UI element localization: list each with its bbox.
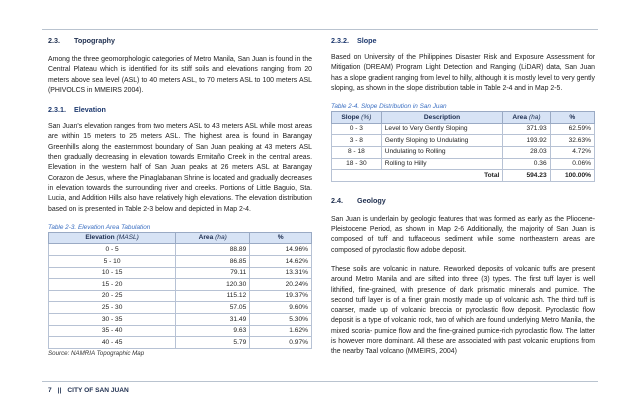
- area-value: 86.85: [176, 256, 250, 268]
- percent-value: 0.97%: [250, 337, 312, 349]
- table-row: [49, 256, 312, 268]
- elevation-range: 25 - 30: [49, 302, 176, 314]
- table-header-row: [332, 112, 595, 124]
- percent-value: 62.59%: [550, 123, 594, 135]
- table-caption-elevation: Table 2-3. Elevation Area Tabulation: [48, 223, 151, 231]
- area-value: 28.03: [503, 146, 550, 158]
- total-percent: 100.00%: [550, 170, 594, 182]
- total-area: 594.23: [503, 170, 550, 182]
- area-value: 57.05: [176, 302, 250, 314]
- section-heading-slope: [331, 36, 595, 45]
- table-row: [49, 290, 312, 302]
- table-row: [332, 135, 595, 147]
- elevation-range: 35 - 40: [49, 325, 176, 337]
- column-header-slope: Slope (%): [332, 112, 382, 124]
- table-row: [49, 267, 312, 279]
- slope-range: 0 - 3: [332, 123, 382, 135]
- elevation-range: 15 - 20: [49, 279, 176, 291]
- section-title: Slope: [356, 36, 377, 45]
- percent-value: 0.06%: [550, 158, 594, 170]
- percent-value: 5.30%: [250, 314, 312, 326]
- percent-value: 9.60%: [250, 302, 312, 314]
- topography-paragraph: Among the three geomorphologic categories of Metro Manila, San Juan is found in the Central Plateau which is identified for its stiff soils and elevations ranging from 20 meters above sea level (ASL) to 40 meters ASL, to 70 meters ASL to 100 meters ASL (PHIVOLCS in MMEIRS 2004).: [48, 56, 312, 94]
- footer-title: CITY OF SAN JUAN: [67, 387, 129, 394]
- slope-range: 8 - 18: [332, 146, 382, 158]
- percent-value: 32.63%: [550, 135, 594, 147]
- geology-paragraph-2: These soils are volcanic in nature. Reworked deposits of volcanic tuffs are present around Metro Manila and are sifted into three (3) types. The first tuff layer is well lithified, fine-grained, with presence of dark prismatic minerals and pumice. The second tuff layer is of a finer grain mostly made up of volcanic ash. The third tuff is coarser, made up of volcanic breccia or pyroclastic flow deposit. Pyroclastic flow deposit is a type of volcanic rock, two of which are found underlying Metro Manila, the mixed scoria- pumice flow and the fine-grained pumice-rich pyroclastic flow. The latter is however more dominant. All these are associated with past volcanic eruptions from the nearby Taal volcano (MMEIRS, 2004): [331, 265, 595, 356]
- area-value: 193.92: [503, 135, 550, 147]
- page-footer: [48, 387, 129, 394]
- section-heading-topography: [48, 36, 312, 45]
- slope-table: [331, 111, 595, 182]
- left-column: [48, 36, 312, 357]
- column-header-percent: %: [250, 232, 312, 244]
- percent-value: 20.24%: [250, 279, 312, 291]
- column-header-area: Area (ha): [176, 232, 250, 244]
- slope-description: Rolling to Hilly: [381, 158, 503, 170]
- slope-range: 3 - 8: [332, 135, 382, 147]
- elevation-range: 0 - 5: [49, 244, 176, 256]
- table-row: [49, 302, 312, 314]
- footer-separator: ||: [57, 387, 62, 394]
- elevation-range: 5 - 10: [49, 256, 176, 268]
- section-number: 2.3.2.: [331, 36, 349, 45]
- column-header-area: Area (ha): [503, 112, 550, 124]
- elevation-range: 20 - 25: [49, 290, 176, 302]
- section-heading-elevation: [48, 105, 312, 114]
- area-value: 120.30: [176, 279, 250, 291]
- section-title: Topography: [74, 36, 115, 45]
- table-row: [332, 123, 595, 135]
- column-header-description: Description: [381, 112, 503, 124]
- area-value: 0.36: [503, 158, 550, 170]
- table-row: [49, 244, 312, 256]
- table-row: [332, 158, 595, 170]
- table-row: [49, 279, 312, 291]
- page-number: 7: [48, 387, 52, 394]
- area-value: 371.93: [503, 123, 550, 135]
- area-value: 5.79: [176, 337, 250, 349]
- table-row: [49, 314, 312, 326]
- slope-paragraph: Based on University of the Philippines Disaster Risk and Exposure Assessment for Mitigation (DREAM) Program Light Detection and Ranging (LiDAR) data, San Juan has a slope gradient ranging from level to hilly, although it is mostly level to very gently sloping, as shown in the slope distribution table in Table 2-4 and in Map 2-5.: [331, 54, 595, 92]
- slope-description: Undulating to Rolling: [381, 146, 503, 158]
- slope-description: Level to Very Gently Sloping: [381, 123, 503, 135]
- percent-value: 13.31%: [250, 267, 312, 279]
- section-heading-geology: [331, 196, 595, 205]
- elevation-range: 30 - 35: [49, 314, 176, 326]
- percent-value: 4.72%: [550, 146, 594, 158]
- table-header-row: [49, 232, 312, 244]
- section-title: Elevation: [73, 105, 106, 115]
- percent-value: 1.62%: [250, 325, 312, 337]
- geology-paragraph-1: San Juan is underlain by geologic features that was formed as early as the Pliocene-Pleistocene Period, as shown in Map 2-6 Additionally, the majority of San Juan is composed of tuff and tuffaceous sediment while some northeastern areas are composed of pyroclastic flow adobe deposit.: [331, 215, 595, 254]
- area-value: 115.12: [176, 290, 250, 302]
- percent-value: 14.96%: [250, 244, 312, 256]
- area-value: 79.11: [176, 267, 250, 279]
- section-number: 2.4.: [331, 195, 343, 205]
- area-value: 88.89: [176, 244, 250, 256]
- percent-value: 19.37%: [250, 290, 312, 302]
- percent-value: 14.62%: [250, 256, 312, 268]
- area-value: 9.63: [176, 325, 250, 337]
- table-source-note: Source: NAMRIA Topographic Map: [48, 349, 145, 357]
- column-header-percent: %: [550, 112, 594, 124]
- section-title: Geology: [357, 195, 386, 205]
- elevation-paragraph: San Juan's elevation ranges from two meters ASL to 43 meters ASL while most areas are within 15 meters to 25 meters ASL. The highest area is found in Barangay Greenhills along the easternmost boundary of San Juan peaking at 43 meters ASL then gradually decreasing in elevation towards Ermitaño Creek in the central areas. Elevation in the western half of San Juan peaks at 26 meters ASL at Barangay Corazon de Jesus, where the Pinaglabanan Shrine is located and gradually decreases in elevation towards the surrounding river and creeks. Portions of Little Baguio, Sta. Lucia, and Addition Hills also have relatively high elevations. The elevation distribution based on is presented in Table 2-3 below and depicted in Map 2-4.: [48, 123, 312, 213]
- table-row: [332, 146, 595, 158]
- table-row: [49, 337, 312, 349]
- elevation-range: 40 - 45: [49, 337, 176, 349]
- footer-rule: [42, 381, 598, 382]
- total-label: Total: [332, 170, 503, 182]
- slope-range: 18 - 30: [332, 158, 382, 170]
- column-header-elevation: Elevation (MASL): [49, 232, 176, 244]
- table-caption-slope: Table 2-4. Slope Distribution in San Juan: [331, 103, 447, 111]
- section-number: 2.3.1.: [48, 105, 66, 115]
- area-value: 31.49: [176, 314, 250, 326]
- header-rule: [42, 29, 598, 30]
- table-total-row: [332, 170, 595, 182]
- table-row: [49, 325, 312, 337]
- elevation-table: [48, 232, 312, 349]
- right-column: [331, 36, 595, 367]
- slope-description: Gently Sloping to Undulating: [381, 135, 503, 147]
- elevation-range: 10 - 15: [49, 267, 176, 279]
- section-number: 2.3.: [48, 36, 60, 45]
